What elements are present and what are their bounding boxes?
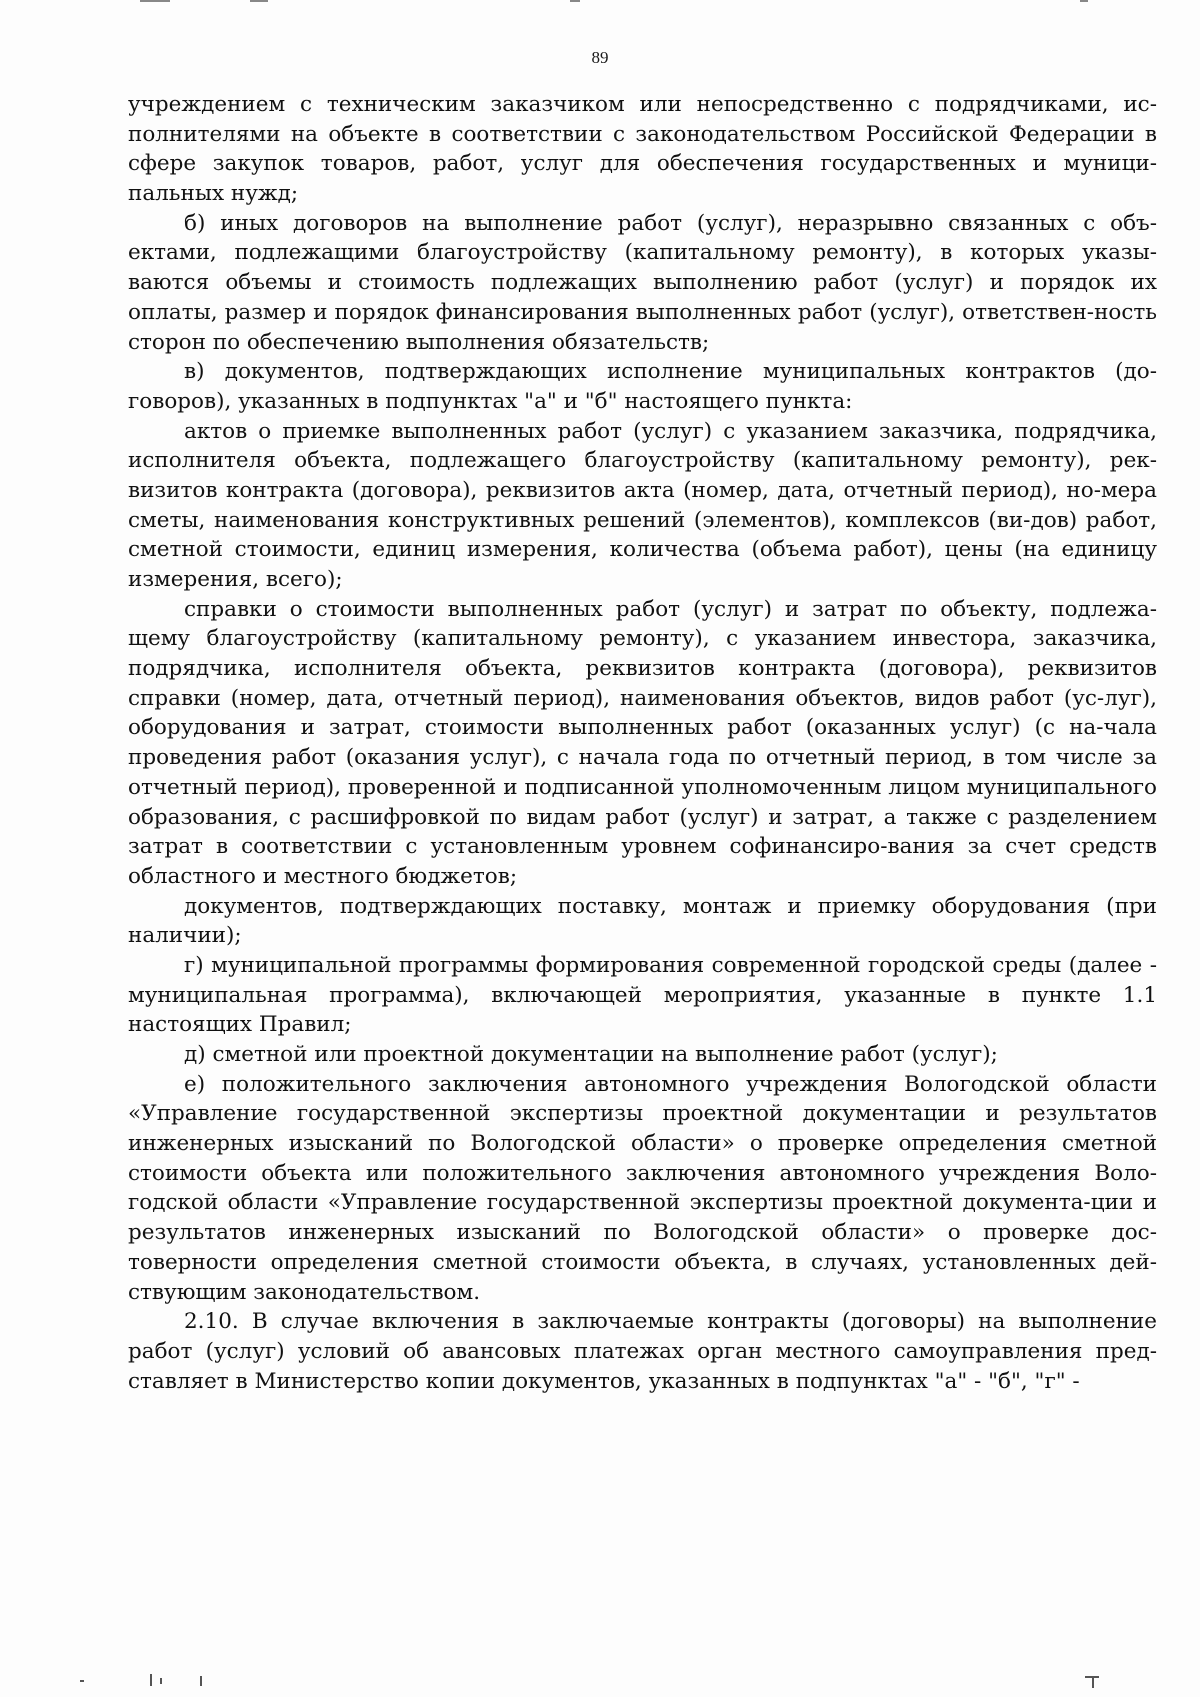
paragraph-7: г) муниципальной программы формирования современной городской среды (далее - муниципальная программа), включающей мероприятия, указанные в пункте 1.1 настоящих Правил; — [128, 952, 1157, 1038]
page-number: 89 — [591, 48, 609, 67]
document-body — [128, 90, 1157, 1396]
paragraph-10: 2.10. В случае включения в заключаемые контракты (договоры) на выполнение работ (услуг) условий об авансовых платежах орган местного самоуправления пред-ставляет в Министерство копии документов, указанных в подпунктах "а" - "б", "г" - — [128, 1309, 1157, 1394]
scan-bottom-edge-marks — [0, 1672, 1200, 1692]
paragraph-4: актов о приемке выполненных работ (услуг) с указанием заказчика, подрядчика, исполнителя объекта, подлежащего благоустройству (капитальному ремонту), рек-визитов контракта (договора), реквизитов акта (номер, дата, отчетный период), но-мера сметы, наименования конструктивных решений (элементов), комплексов (ви-дов) работ, сметной стоимости, единиц измерения, количества (объема работ), цены (на единицу измерения, всего); — [128, 418, 1157, 592]
scan-top-edge-marks — [0, 0, 1200, 4]
paragraph-2: б) иных договоров на выполнение работ (услуг), неразрывно связанных с объ-ектами, подлежащими благоустройству (капитальному ремонту), в которых указы-ваются объемы и стоимость подлежащих выполнению работ (услуг) и порядок их оплаты, размер и порядок финансирования выполненных работ (услуг), ответствен-ность сторон по обеспечению выполнения обязательств; — [128, 210, 1157, 355]
paragraph-9: е) положительного заключения автономного учреждения Вологодской области «Управление государственной экспертизы проектной документации и результатов инженерных изысканий по Вологодской области» о проверке определения сметной стоимости объекта или положительного заключения автономного учреждения Воло-годской области «Управление государственной экспертизы проектной документа-ции и результатов инженерных изысканий по Вологодской области» о проверке дос-товерности определения сметной стоимости объекта, в случаях, установленных дей-ствующим законодательством. — [128, 1071, 1157, 1305]
paragraph-3: в) документов, подтверждающих исполнение муниципальных контрактов (до-говоров), указанных в подпунктах "а" и "б" настоящего пункта: — [128, 359, 1157, 414]
paragraph-1: учреждением с техническим заказчиком или непосредственно с подрядчиками, ис-полнителями на объекте в соответствии с законодательством Российской Федерации в сфере закупок товаров, работ, услуг для обеспечения государственных и муници-пальных нужд; — [128, 92, 1157, 207]
paragraph-6: документов, подтверждающих поставку, монтаж и приемку оборудования (при наличии); — [128, 893, 1157, 949]
paragraph-8: д) сметной или проектной документации на выполнение работ (услуг); — [184, 1042, 998, 1067]
paragraph-5: справки о стоимости выполненных работ (услуг) и затрат по объекту, подлежа-щему благоустройству (капитальному ремонту), с указанием инвестора, заказчика, подрядчика, исполнителя объекта, реквизитов контракта (договора), реквизитов справки (номер, дата, отчетный период), наименования объектов, видов работ (ус-луг), оборудования и затрат, стоимости выполненных работ (оказанных услуг) (с на-чала проведения работ (оказания услуг), с начала года по отчетный период, в том числе за отчетный период), проверенной и подписанной уполномоченным лицом муниципального образования, с расшифровкой по видам работ (услуг) и затрат, а также с разделением затрат в соответствии с установленным уровнем софинансиро-вания за счет средств областного и местного бюджетов; — [128, 596, 1157, 889]
